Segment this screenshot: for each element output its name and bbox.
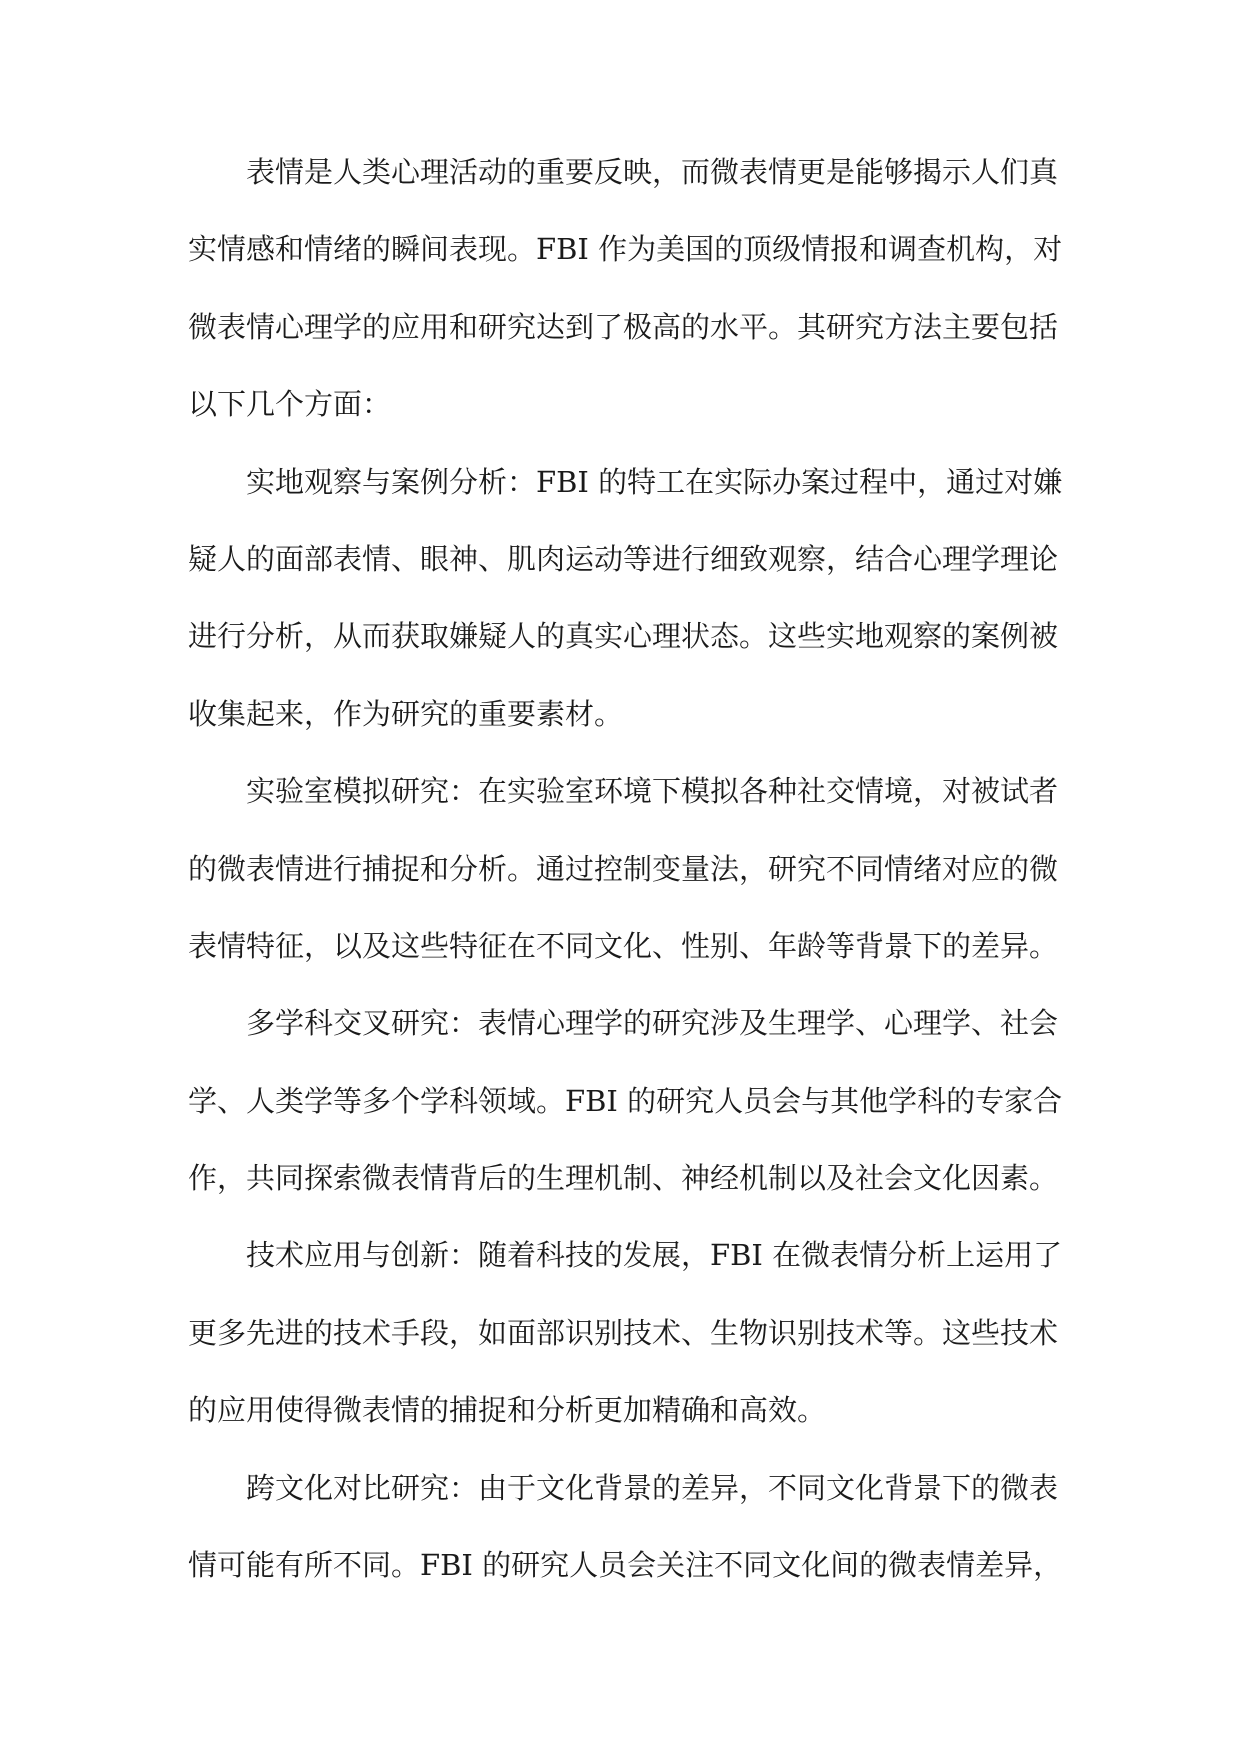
text-line: 实验室模拟研究：在实验室环境下模拟各种社交情境，对被试者 <box>246 774 1059 809</box>
text-line: 作，共同探索微表情背后的生理机制、神经机制以及社会文化因素。 <box>188 1161 1059 1196</box>
text-line: 技术应用与创新：随着科技的发展，FBI 在微表情分析上运用了 <box>246 1238 1063 1273</box>
paragraph-technology <box>188 1223 1063 1455</box>
text-line: 以下几个方面： <box>188 387 392 422</box>
text-line: 多学科交叉研究：表情心理学的研究涉及生理学、心理学、社会 <box>246 1006 1059 1041</box>
paragraph-intro <box>188 140 1063 450</box>
text-line: 的应用使得微表情的捕捉和分析更加精确和高效。 <box>188 1393 827 1428</box>
text-line: 表情特征，以及这些特征在不同文化、性别、年龄等背景下的差异。 <box>188 928 1059 963</box>
text-line: 更多先进的技术手段，如面部识别技术、生物识别技术等。这些技术 <box>188 1315 1059 1350</box>
text-line: 疑人的面部表情、眼神、肌肉运动等进行细致观察，结合心理学理论 <box>188 541 1059 576</box>
paragraph-lab-simulation <box>188 759 1058 991</box>
text-line: 的微表情进行捕捉和分析。通过控制变量法，研究不同情绪对应的微 <box>188 851 1059 886</box>
paragraph-field-observation <box>188 450 1063 760</box>
text-line: 实地观察与案例分析：FBI 的特工在实际办案过程中，通过对嫌 <box>246 464 1063 499</box>
text-line: 学、人类学等多个学科领域。FBI 的研究人员会与其他学科的专家合 <box>188 1083 1063 1118</box>
text-line: 跨文化对比研究：由于文化背景的差异，不同文化背景下的微表 <box>246 1470 1059 1505</box>
text-line: 微表情心理学的应用和研究达到了极高的水平。其研究方法主要包括 <box>188 309 1059 344</box>
text-line: 情可能有所不同。FBI 的研究人员会关注不同文化间的微表情差异， <box>188 1548 1063 1583</box>
document-body <box>188 140 1063 1610</box>
paragraph-interdisciplinary <box>188 991 1063 1223</box>
paragraph-cross-cultural <box>188 1456 1063 1611</box>
text-line: 进行分析，从而获取嫌疑人的真实心理状态。这些实地观察的案例被 <box>188 619 1059 654</box>
text-line: 收集起来，作为研究的重要素材。 <box>188 696 624 731</box>
text-line: 表情是人类心理活动的重要反映，而微表情更是能够揭示人们真 <box>246 155 1059 189</box>
text-line: 实情感和情绪的瞬间表现。FBI 作为美国的顶级情报和调查机构，对 <box>188 232 1063 267</box>
